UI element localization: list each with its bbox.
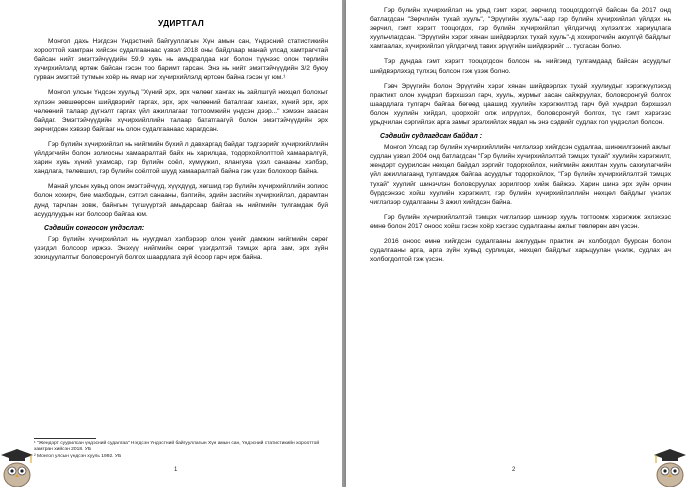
page-title: УДИРТГАЛ <box>157 18 204 28</box>
paragraph: Гэр бүлийн хүчирхийлэлтэй тэмцэх чиглэлээр шинээр хууль тогтоомж хэрэгжиж эхлэхээс өмнө болон 2017 оноос хойш гэсэн хоёр хэсгээс судалгааны ажлыг төвлөрөн авч үзсэн. <box>370 213 671 230</box>
footnote: ² Монгол улсын үндсэн хууль 1992. УБ <box>34 453 122 459</box>
footnote-divider <box>34 438 96 439</box>
paragraph: 2016 оноос өмнө хийгдсэн судалгааны ажлуудын практик ач холбогдол буурсан болон судалгааны арга, арга зүйн хувьд сурлицах, нөхцөл байдлыг харьцуулан үнэлж, судлах ач холбогдолтой гэж үзсэн. <box>370 237 671 264</box>
page-number: 2 <box>512 467 516 473</box>
paragraph: Монгол Улсад гэр бүлийн хүчирхийллийн чиглэлээр хийгдсэн судалгаа, шинжилгээний ажлыг судлан үзвэл 2004 онд батлагдсан "Гэр бүлийн хүчирхийлэлтэй тэмцэх тухай" хуулийн хэрэгжилт, жендэрт суурилсан нөхцөл байдал зэргийг тодорхойлох, нийгмийн ажилтан хууль сахиулагчийн үйл ажиллагаанд тулгамдаж байгаа асуудлыг тодорхойлох, "Гэр бүлийн хүчирхийлэлтэй тэмцэх тухай" хуулийг шинэчлэн боловсруулах зорилгоор хийж байжээ. Харин шинэ эрх зүйн орчин бүрдсэнээс хойш хуулийн хэрэгжилт, гэр бүлийн хүчирхийлэллийн нөхцөл байдлыг үнэлэх чиглэлээр судалгааны 3 ажил хийгдсэн байна. <box>370 144 671 206</box>
document-page-1 <box>0 0 342 487</box>
section-subheading: Сэдвийн сонгосон үндэслэл: <box>44 224 145 232</box>
paragraph: Тэр дундаа гэмт хэрэгт тооцогдсон болсон нь нийгэмд тулгамдаад байсан асуудлыг шийдвэрлэхэд түлхэц болсон гэж үзэж болно. <box>370 58 671 75</box>
owl-graduate-icon <box>0 447 34 487</box>
owl-graduate-icon <box>653 447 687 487</box>
paragraph: Гэр бүлийн хүчирхийлэл нь урьд гэмт хэрэг, зөрчилд тооцогддоггүй байсан ба 2017 онд батлагдсан "Зөрчлийн тухай хууль", "Эрүүгийн хууль"-аар гэр бүлийн хүчирхийлэл үйлдэх нь зөрчил, гэмт хэрэгт тооцогдох, гэр бүлийн хүчирхийлэл үйлдэгчид хүлээлгэх хариуцлага хуульчлагдсан. "Эрүүгийн хэрэг хянан шийдвэрлэх тухай хууль"-д хохирогчийн аюулгүй байдлыг хамгаалах, хүчирхийлэл үйлдэгчид тавих эрүүгийн шийдвэрийг ... тусгасан болно. <box>370 7 671 51</box>
footnote: ¹ "Жендэрт суурилсан үндэсний судалгаа" Нэгдсэн Үндэстний байгууллагын Хүн амын сан, Үндэсний статистикийн хорооттой хамтран хийсэн 2018. УБ <box>34 441 320 453</box>
paragraph: Манай улсын хувьд олон эмэгтэйчүүд, хүүхдүүд, хөгшид гэр бүлийн хүчирхийллийн золиос болон хохирч, бие махбодын, сэтгэл санааны, бэлгийн, эдийн засгийн хүчирхийлэл, дарамтан дунд тарчлан зовж, байнгын түгшүүртэй амьдарсаар байгаа нь нийгмийн тулгамдаж буй асуудлуудын нэг болсоор байгаа юм. <box>34 183 328 218</box>
footnotes <box>34 441 328 460</box>
paragraph: Гэвч Эрүүгийн болон Эрүүгийн хэрэг хянан шийдвэрлэх тухай хуулиудыг хэрэгжүүлэхэд практикт олон хүндрэл бэрхшээл гарч, хууль, журмыг засан сайжруулах, боловсронгуй болгох шаардлага тулгарч байгаа бөгөөд цаашид хуулийн хэрэгжилтэд гарч буй хүндрэл бэрхшээл болон хуулийн хийдэл, цоорхойг олж илрүүлэх, боловсронгуй болгох, түс гэмт хэрэгээс урьдчилан сэргийлэх арга замыг эрэлхийлэх явдал нь энэ сэдвийг судлах гол үндэслэл болсон. <box>370 82 671 127</box>
paragraph: Гэр бүлийн хүчирхийлэл нь нуугдмал хэлбэрээр олон үеийг дамжин нийгмийн сөрөг үзэгдэл болсоор иржээ. Энэхүү нийгмийн сөрөг үзэгдэлтэй тэмцэх арга зам, эрх зүйн зохицуулалтыг боловсронгуй болгох шаардлага зүй ёсоор гарч ирж байна. <box>34 235 328 261</box>
section-subheading: Сэдвийн судлагдсан байдал : <box>380 133 483 141</box>
document-page-2 <box>346 0 687 487</box>
paragraph: Монгол улсын Үндсэн хуульд "Хүний эрх, эрх чөлөөг хангах нь зайлшгүй нөхцөл болохыг хүлээн зөвшөөрсөн шийдвэрийг гаргах, эрх, эрх чөлөөний баталгааг хангах, хүний эрх, эрх чөлөөний талаар дүгнэлт гаргах үйл ажиллагааг тогтоомжийн үндсэн дээр..." хэмээн заасан байдаг. Эмэгтэйчүүдийн хүчирхийллийн талаар бататгаагүй болон эмэгтэйчүүдийн эрх зөрчигдсөн хэвээр байгааг нь олон судалгаанаас харагдсан. <box>34 89 328 133</box>
page-number: 1 <box>174 467 178 473</box>
paragraph: Гэр бүлийн хүчирхийлэл нь нийгмийн бүхий л давхаргад байдаг тэдгээрийг хүчирхийллийн үйлдэгчийн болон золиосны хамааралтай байх нь харилцаа, тодорхойлолттой хамааралгүй, харин хувь хүний ухамсар, гэр бүлийн соёл, хүмүүжил, ялангуяа үзэл санааны хэлбэр, хандлага, төлөвшил, гэр бүлийн соёлтой шууд хамааралтай байна гэж үзэх болохоор байна. <box>34 140 328 176</box>
paragraph: Монгол дахь Нэгдсэн Үндэстний байгууллагын Хүн амын сан, Үндэсний статистикийн хорооттой хамтран хийсэн судалгаанаас үзвэл 2018 оны байдлаар манай улсад хамтрагчтай байсан нийт эмэгтэйчүүдийн 59.9 хувь нь амьдралдаа нэг болон түүнээс олон төрлийн хүчирхийлэлд өртөж байсан гэсэн тоо баримт гарсан. Энэ нь нийт эмэгтэйчүүдийн 3/2 буюу гурван эмэгтэй тутмын хоёр нь ямар нэг хүчирхийлэлд өртсөн байна гэсэн үг юм.¹ <box>34 38 328 82</box>
